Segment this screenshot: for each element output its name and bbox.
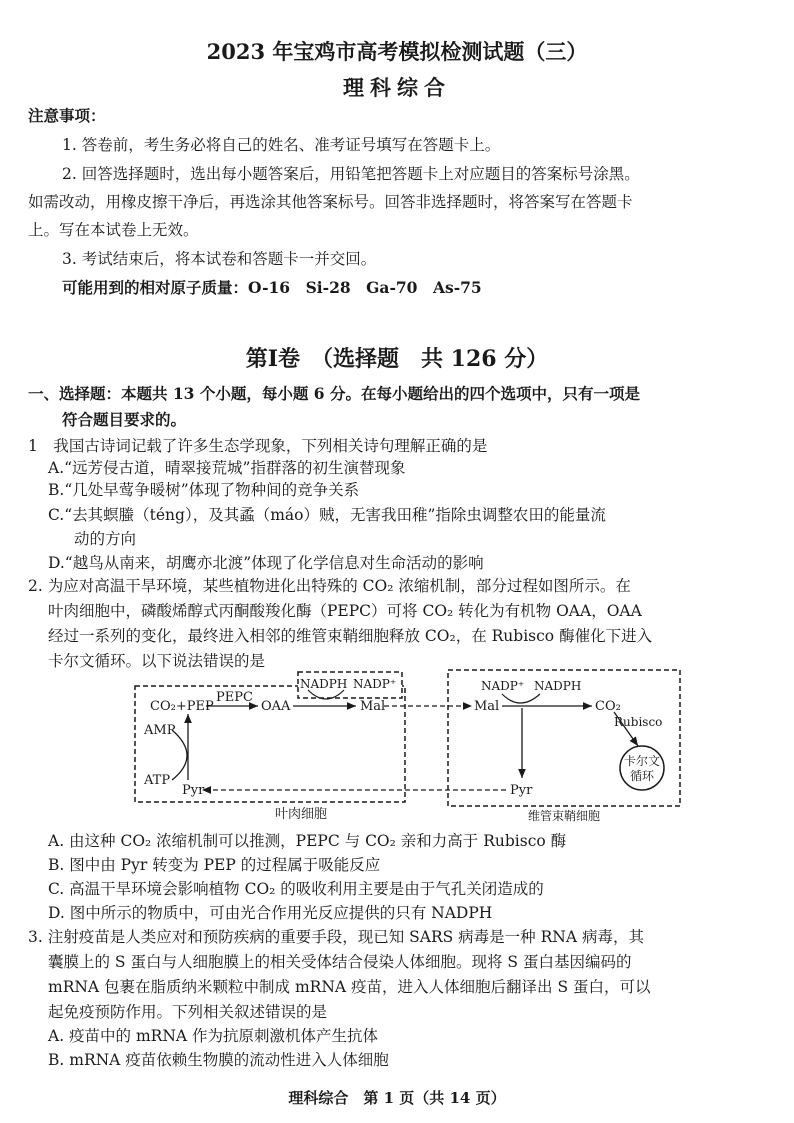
section-instructions-line-2: 符合题目要求的。: [62, 410, 187, 429]
q2-stem-line-3: 经过一系列的变化，最终进入相邻的维管束鞘细胞释放 CO₂，在 Rubisco 酶催化下进入: [48, 627, 653, 645]
notes-item-2-line-1: 2. 回答选择题时，选出每小题答案后，用铅笔把答题卡上对应题目的答案标号涂黑。: [62, 165, 640, 183]
q3-option-b: B. mRNA 疫苗依赖生物膜的流动性进入人体细胞: [48, 1051, 389, 1069]
q1-option-d: D.“越鸟从南来，胡鹰亦北渡”体现了化学信息对生命活动的影响: [48, 554, 484, 572]
q1-stem: 1 我国古诗词记载了许多生态学现象，下列相关诗句理解正确的是: [28, 437, 488, 455]
q2-stem-line-2: 叶肉细胞中，磷酸烯醇式丙酮酸羧化酶（PEPC）可将 CO₂ 转化为有机物 OAA，OAA: [48, 602, 642, 620]
rubisco-label: Rubisco: [614, 715, 663, 729]
q1-option-a: A.“远芳侵古道，晴翠接荒城”指群落的初生演替现象: [48, 459, 406, 477]
mal-label-left: Mal: [360, 699, 386, 714]
exam-title: 2023 年宝鸡市高考模拟检测试题（三）: [206, 39, 588, 64]
q2-option-b: B. 图中由 Pyr 转变为 PEP 的过程属于吸能反应: [48, 856, 381, 874]
mesophyll-label: 叶肉细胞: [275, 807, 328, 822]
q2-stem-line-1: 2. 为应对高温干旱环境，某些植物进化出特殊的 CO₂ 浓缩机制，部分过程如图所示。在: [28, 577, 631, 595]
q1-option-c-line-1: C.“去其螟螣（téng），及其蟊（máo）贼，无害我田稚”指除虫调整农田的能量流: [48, 506, 606, 524]
nadph-label-left: NADPH: [300, 677, 348, 691]
nadph-label-right: NADPH: [534, 679, 582, 693]
q3-stem-line-2: 囊膜上的 S 蛋白与人细胞膜上的相关受体结合侵染人体细胞。现将 S 蛋白基因编码的: [48, 953, 632, 971]
q2-stem-line-4: 卡尔文循环。以下说法错误的是: [48, 652, 266, 670]
section-instructions-line-1: 一、选择题：本题共 13 个小题，每小题 6 分。在每小题给出的四个选项中，只有一项是: [28, 384, 640, 403]
q3-stem-line-4: 起免疫预防作用。下列相关叙述错误的是: [48, 1003, 328, 1021]
pepc-label: PEPC: [216, 690, 253, 705]
notes-heading: 注意事项：: [28, 106, 106, 125]
nadp-label-left: NADP⁺: [353, 677, 397, 691]
atomic-masses: 可能用到的相对原子质量：O-16 Si-28 Ga-70 As-75: [62, 278, 482, 297]
calvin-cycle-circle: [620, 746, 664, 790]
co2-label-right: CO₂: [595, 699, 621, 714]
atp-label: ATP: [144, 773, 171, 788]
calvin-label-line-1: 卡尔文: [623, 754, 661, 768]
section-title: 第Ⅰ卷 （选择题 共 126 分）: [245, 346, 549, 372]
page-footer: 理科综合 第 1 页（共 14 页）: [288, 1089, 506, 1107]
oaa-label: OAA: [261, 699, 291, 714]
exam-subtitle: 理科综合: [343, 75, 451, 100]
notes-item-1: 1. 答卷前，考生务必将自己的姓名、准考证号填写在答题卡上。: [62, 136, 501, 154]
q1-option-c-line-2: 动的方向: [74, 530, 137, 548]
pyr-label-right: Pyr: [510, 783, 533, 798]
co2-concentration-diagram: [130, 668, 690, 828]
q2-option-c: C. 高温干旱环境会影响植物 CO₂ 的吸收利用主要是由于气孔关闭造成的: [48, 880, 544, 898]
q2-option-a: A. 由这种 CO₂ 浓缩机制可以推测，PEPC 与 CO₂ 亲和力高于 Rubisco 酶: [48, 832, 567, 850]
q2-option-d: D. 图中所示的物质中，可由光合作用光反应提供的只有 NADPH: [48, 904, 493, 922]
amp-label: AMP: [144, 723, 176, 738]
nadph-curve-right: [502, 694, 540, 703]
q1-option-b: B.“几处早莺争暖树”体现了物种间的竞争关系: [48, 481, 360, 499]
q3-option-a: A. 疫苗中的 mRNA 作为抗原刺激机体产生抗体: [48, 1027, 379, 1045]
bundle-sheath-label: 维管束鞘细胞: [528, 809, 601, 823]
notes-item-2-line-2: 如需改动，用橡皮擦干净后，再选涂其他答案标号。回答非选择题时，将答案写在答题卡: [28, 193, 633, 211]
nadp-label-right: NADP⁺: [481, 679, 525, 693]
notes-item-3: 3. 考试结束后，将本试卷和答题卡一并交回。: [62, 250, 377, 268]
mal-label-right: Mal: [474, 699, 500, 714]
notes-item-2-line-3: 上。写在本试卷上无效。: [28, 221, 199, 239]
pyr-label-left: Pyr: [182, 783, 205, 798]
q3-stem-line-3: mRNA 包裹在脂质纳米颗粒中制成 mRNA 疫苗，进入人体细胞后翻译出 S 蛋白，可以: [48, 978, 651, 996]
calvin-label-line-2: 循环: [629, 769, 655, 783]
co2-pep-label: CO₂+PEP: [150, 699, 214, 714]
q3-stem-line-1: 3. 注射疫苗是人类应对和预防疾病的重要手段，现已知 SARS 病毒是一种 RNA 病毒，其: [28, 928, 644, 946]
